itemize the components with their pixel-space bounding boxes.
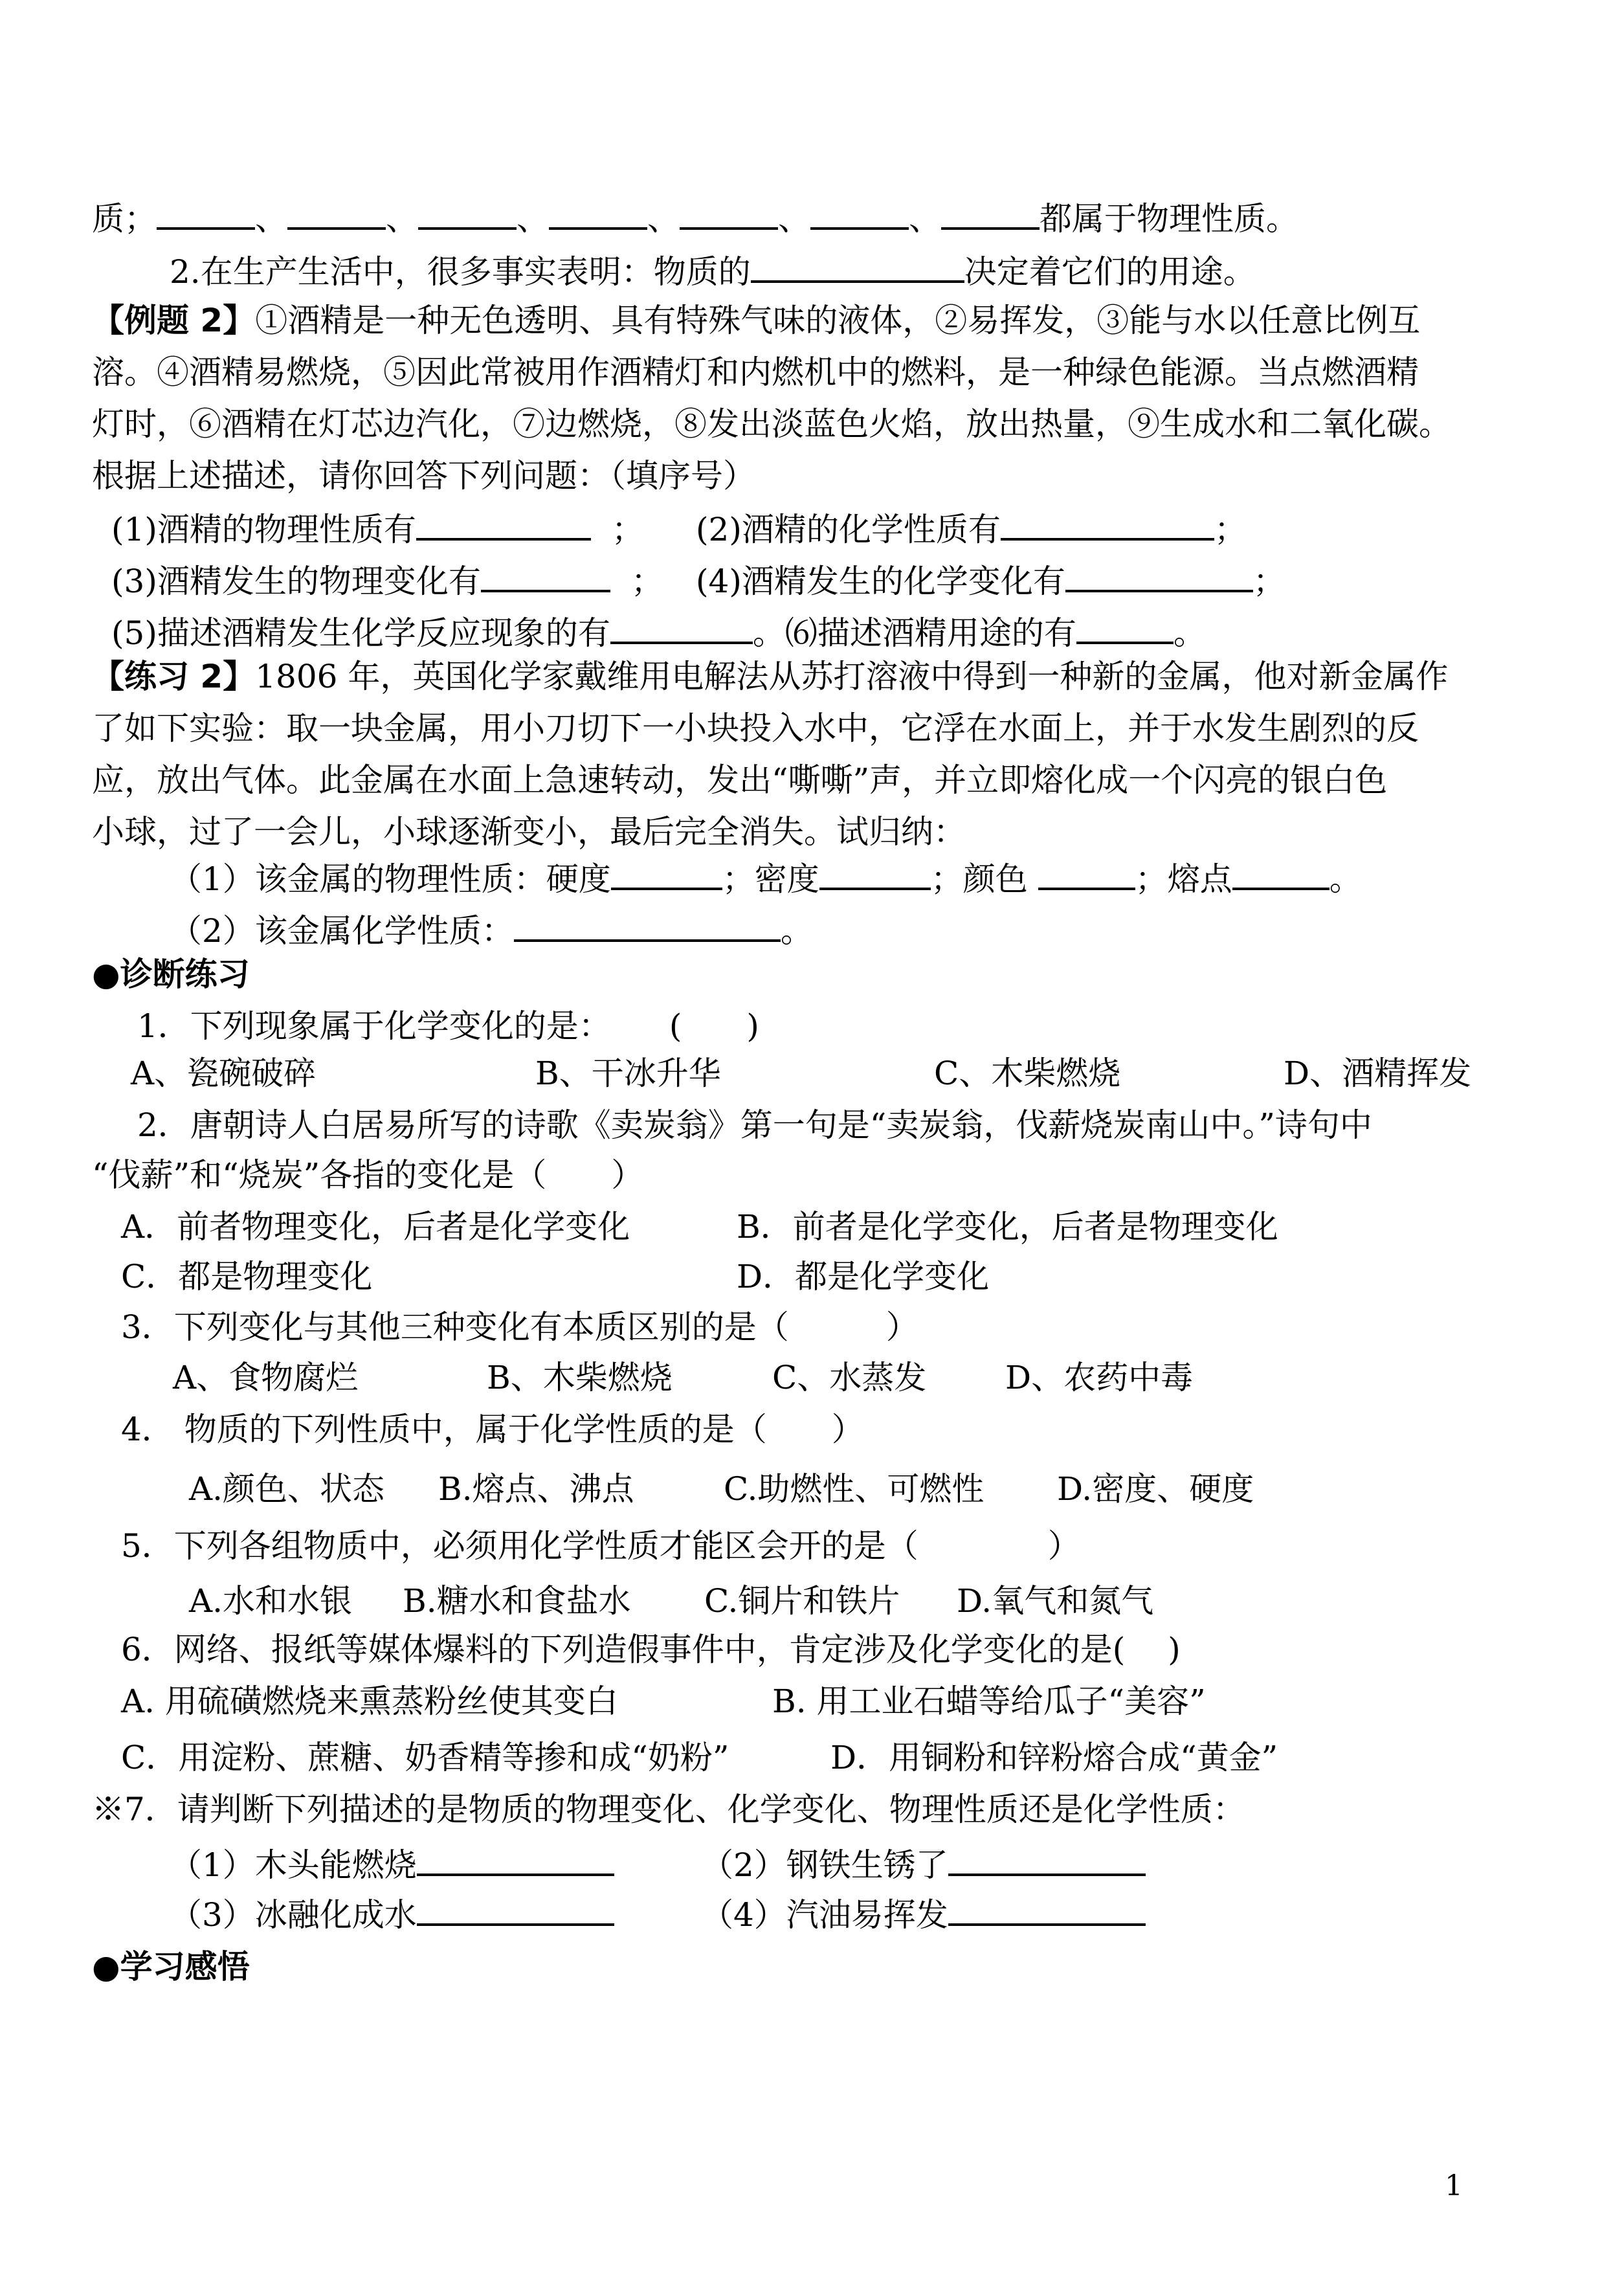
diag-q1-option-b[interactable]: B、干冰升华 (535, 1055, 721, 1092)
diag-q7-item-1: （1）木头能燃烧 (170, 1844, 614, 1885)
diag-q2-line-2: “伐薪”和“烧炭”各指的变化是（ ） (92, 1156, 644, 1194)
answer-blank[interactable] (416, 508, 591, 541)
diag-q6-option-c[interactable]: C．用淀粉、蔗糖、奶香精等掺和成“奶粉” (121, 1739, 729, 1776)
practice-2-line-4: 小球，过了一会儿，小球逐渐变小，最后完全消失。试归纳： (92, 813, 966, 851)
diag-q3-option-d[interactable]: D、农药中毒 (1005, 1359, 1194, 1396)
answer-blank[interactable] (1232, 858, 1329, 890)
diag-q2-option-b[interactable]: B．前者是化学变化，后者是物理变化 (737, 1208, 1278, 1246)
diag-q1-option-d[interactable]: D、酒精挥发 (1284, 1055, 1472, 1092)
diag-q5: 5．下列各组物质中，必须用化学性质才能区会开的是（ ） (121, 1527, 1080, 1565)
diag-q7-item-2: （2）钢铁生锈了 (701, 1844, 1146, 1885)
diag-q4: 4． 物质的下列性质中，属于化学性质的是（ ） (121, 1411, 864, 1448)
diagnostic-heading: ●诊断练习 (92, 956, 250, 993)
answer-blank[interactable] (417, 1844, 614, 1876)
practice-2-line-3: 应，放出气体。此金属在水面上急速转动，发出“嘶嘶”声，并立即熔化成一个闪亮的银白色 (92, 761, 1388, 799)
diag-q7-item-3: （3）冰融化成水 (170, 1894, 614, 1934)
learning-reflection-heading: ●学习感悟 (92, 1948, 250, 1985)
example-2-line-4: 根据上述描述，请你回答下列问题：（填序号） (92, 457, 755, 495)
diag-q1-option-c[interactable]: C、木柴燃烧 (934, 1055, 1121, 1092)
blank-line-physical-properties: 质； 、 、 、 、 、 、 都属于物理性质。 (92, 197, 1298, 238)
practice-2-line-2: 了如下实验：取一块金属，用小刀切下一小块投入水中，它浮在水面上，并于水发生剧烈的反 (92, 710, 1419, 747)
practice-2-tag: 【练习 2】 (92, 658, 256, 695)
answer-blank[interactable] (514, 910, 781, 942)
answer-blank[interactable] (1065, 560, 1253, 592)
diag-q3-option-a[interactable]: A、食物腐烂 (173, 1359, 359, 1396)
practice-2-line-1: 【练习 2】1806 年，英国化学家戴维用电解法从苏打溶液中得到一种新的金属，他对新金属作 (92, 658, 1449, 695)
example-2-q1: (1)酒精的物理性质有 ； (111, 508, 644, 549)
diag-q6-option-d[interactable]: D．用铜粉和锌粉熔合成“黄金” (830, 1739, 1278, 1776)
diag-q2-option-c[interactable]: C．都是物理变化 (121, 1258, 373, 1295)
answer-blank[interactable] (1076, 612, 1174, 644)
example-2-q5-q6: (5)描述酒精发生化学反应现象的有 。⑹描述酒精用途的有 。 (111, 612, 1206, 653)
answer-blank[interactable] (417, 1894, 614, 1926)
example-2-line-1: 【例题 2】①酒精是一种无色透明、具有特殊气味的液体，②易挥发，③能与水以任意比例互 (92, 302, 1421, 339)
answer-blank[interactable] (819, 858, 931, 890)
diag-q5-option-b[interactable]: B.糖水和食盐水 (403, 1582, 631, 1620)
diag-q3-option-c[interactable]: C、水蒸发 (772, 1359, 927, 1396)
answer-blank[interactable] (810, 197, 909, 230)
diag-q3: 3．下列变化与其他三种变化有本质区别的是（ ） (121, 1308, 918, 1346)
answer-blank[interactable] (157, 197, 255, 230)
answer-blank[interactable] (948, 1844, 1146, 1876)
example-2-q2: (2)酒精的化学性质有 ； (696, 508, 1247, 549)
practice-2-physical: （1）该金属的物理性质：硬度 ；密度 ；颜色 ；熔点 。 (170, 858, 1362, 899)
answer-blank[interactable] (611, 858, 722, 890)
diag-q4-option-d[interactable]: D.密度、硬度 (1057, 1470, 1254, 1508)
diag-q4-option-c[interactable]: C.助燃性、可燃性 (724, 1470, 984, 1508)
diag-q5-option-a[interactable]: A.水和水银 (189, 1582, 353, 1620)
diag-q1-option-a[interactable]: A、瓷碗破碎 (131, 1055, 317, 1092)
answer-blank[interactable] (287, 197, 386, 230)
answer-blank[interactable] (610, 612, 753, 644)
diag-q2-option-a[interactable]: A．前者物理变化，后者是化学变化 (121, 1208, 630, 1246)
example-2-q4: (4)酒精发生的化学变化有 ； (696, 560, 1285, 601)
diag-q7-item-4: （4）汽油易挥发 (701, 1894, 1146, 1934)
answer-blank[interactable] (549, 197, 647, 230)
diag-q2-line-1: 2．唐朝诗人白居易所写的诗歌《卖炭翁》第一句是“卖炭翁，伐薪烧炭南山中。”诗句中 (137, 1106, 1372, 1144)
diag-q7: ※7．请判断下列描述的是物质的物理变化、化学变化、物理性质还是化学性质： (92, 1791, 1245, 1828)
answer-blank[interactable] (941, 197, 1040, 230)
diag-q3-option-b[interactable]: B、木柴燃烧 (487, 1359, 673, 1396)
answer-blank[interactable] (680, 197, 778, 230)
answer-blank[interactable] (1038, 858, 1135, 890)
practice-2-chemical: （2）该金属化学性质： 。 (170, 910, 813, 950)
page-number: 1 (1445, 2169, 1463, 2202)
diag-q6-option-a[interactable]: A. 用硫磺燃烧来熏蒸粉丝使其变白 (121, 1683, 618, 1720)
diag-q4-option-b[interactable]: B.熔点、沸点 (438, 1470, 634, 1508)
diag-q6-option-b[interactable]: B. 用工业石蜡等给瓜子“美容” (772, 1683, 1206, 1720)
answer-blank[interactable] (948, 1894, 1146, 1926)
answer-blank[interactable] (481, 560, 610, 592)
diag-q6: 6．网络、报纸等媒体爆料的下列造假事件中，肯定涉及化学变化的是( ) (121, 1631, 1181, 1668)
property-use-statement: 2.在生产生活中，很多事实表明：物质的 决定着它们的用途。 (170, 251, 1256, 291)
diag-q4-option-a[interactable]: A.颜色、状态 (189, 1470, 385, 1508)
answer-blank[interactable] (1001, 508, 1214, 541)
diag-q5-option-c[interactable]: C.铜片和铁片 (704, 1582, 900, 1620)
example-2-tag: 【例题 2】 (92, 302, 256, 339)
answer-blank[interactable] (751, 251, 964, 283)
diag-q1: 1．下列现象属于化学变化的是： ( ) (137, 1007, 759, 1045)
example-2-line-3: 灯时，⑥酒精在灯芯边汽化，⑦边燃烧，⑧发出淡蓝色火焰，放出热量，⑨生成水和二氧化碳。 (92, 405, 1451, 443)
example-2-line-2: 溶。④酒精易燃烧，⑤因此常被用作酒精灯和内燃机中的燃料，是一种绿色能源。当点燃酒精 (92, 353, 1419, 391)
diag-q2-option-d[interactable]: D．都是化学变化 (737, 1258, 990, 1295)
diag-q5-option-d[interactable]: D.氧气和氮气 (957, 1582, 1154, 1620)
example-2-q3: (3)酒精发生的物理变化有 ； (111, 560, 663, 601)
answer-blank[interactable] (418, 197, 517, 230)
